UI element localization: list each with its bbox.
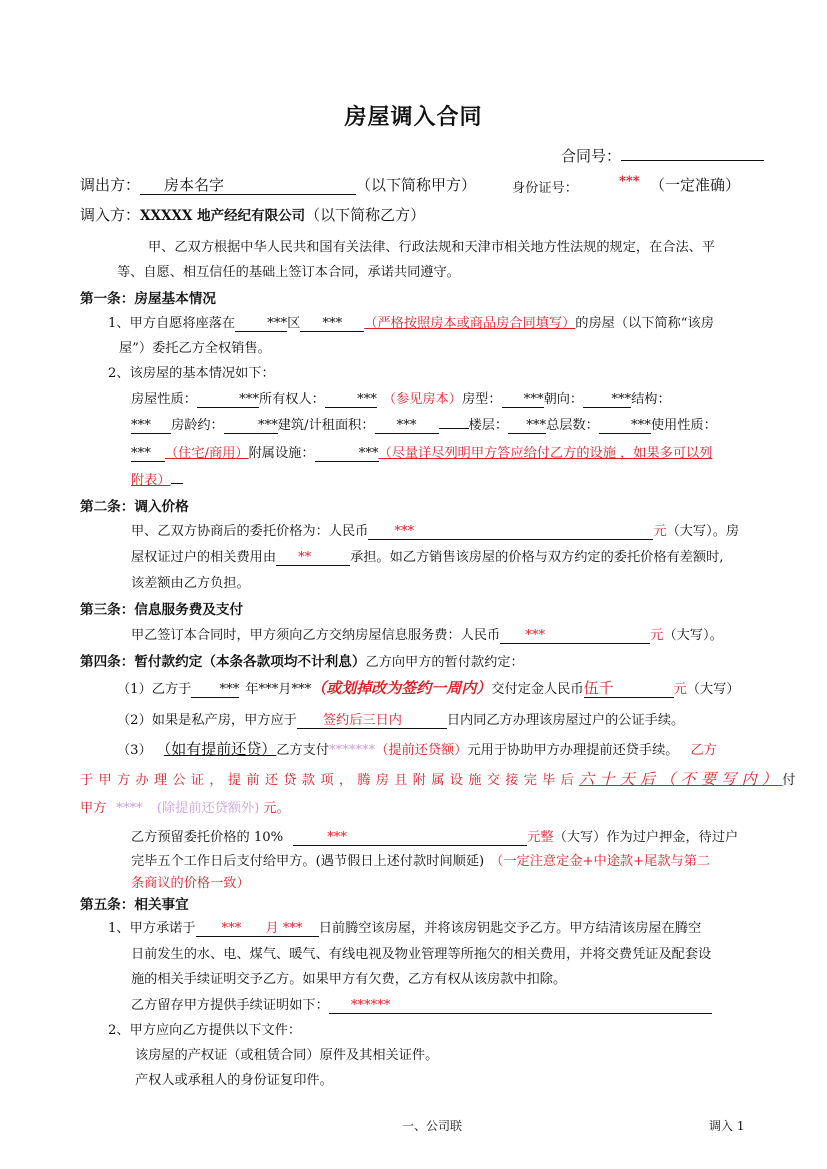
- art1-para1: 1、甲方自愿将座落在 ***区 *** （严格按照房本或商品房合同填写）的房屋（以下简称“该房: [108, 316, 714, 331]
- party-a-id-value[interactable]: ***: [619, 174, 640, 189]
- contract-number-label: 合同号：: [561, 147, 622, 165]
- art1-para2: 2、该房屋的基本情况如下：: [108, 366, 275, 381]
- documents-kept-field[interactable]: ******: [329, 999, 712, 1014]
- art4-item3-line3: 甲方 **** (除提前还贷额外) 元。: [80, 801, 290, 816]
- party-a-id-label: 身份证号：: [512, 181, 578, 196]
- party-b-suffix: （以下简称乙方）: [305, 206, 426, 224]
- payment-timing-note: 六十天后（不要写内）: [579, 770, 783, 788]
- deposit-year-field[interactable]: ***: [191, 683, 239, 698]
- remaining-note: (除提前还贷额外): [156, 801, 260, 816]
- price-consistency-note-line2: 条商议的价格一致）: [131, 876, 250, 891]
- article-4-heading: 第四条：暂付款约定（本条各款项均不计利息）: [80, 654, 366, 670]
- address-note: （严格按照房本或商品房合同填写）: [364, 316, 576, 331]
- escrow-field[interactable]: ***: [293, 831, 527, 846]
- house-info-row-3: *** （住宅/商用）附属设施： ***（尽量详尽列明甲方答应给付乙方的设施 ，如果多可以列: [131, 446, 713, 461]
- early-repay-paren: （提前还贷额）: [375, 743, 468, 758]
- remaining-stars[interactable]: ****: [116, 801, 143, 816]
- article-4-heading-line: 第四条：暂付款约定（本条各款项均不计利息）乙方向甲方的暂付款约定：: [80, 654, 524, 670]
- price-consistency-note: （一定注意定金+中途款+尾款与第二: [490, 854, 711, 869]
- article-5-heading: 第五条：相关事宜: [80, 897, 189, 913]
- service-fee-tail: 元（大写）。: [650, 628, 723, 643]
- service-fee-field[interactable]: ***: [500, 629, 650, 644]
- party-b-line: [80, 204, 425, 225]
- page-title: 房屋调入合同: [344, 104, 483, 130]
- art5-para1-line4: 乙方留存甲方提供手续证明如下： ******: [131, 994, 712, 1014]
- art5-doc-1: 该房屋的产权证（或租赁合同）原件及其相关证件。: [135, 1048, 439, 1063]
- party-a-id-note: （一定准确）: [650, 176, 741, 194]
- art5-para2: 2、甲方应向乙方提供以下文件：: [108, 1023, 302, 1038]
- art5-para1-line2: 日前发生的水、电、煤气、暖气、有线电视及物业管理等所拖欠的相关费用，并将交费凭证及配套设: [131, 947, 712, 962]
- age-field[interactable]: ***: [224, 419, 278, 434]
- facilities-field[interactable]: ***: [315, 447, 379, 462]
- house-info-row-2: *** 房龄约： ***建筑/计租面积： *** 楼层： ***总层数： ***使用性质：: [131, 418, 717, 433]
- district-field[interactable]: ***: [235, 317, 287, 332]
- house-info-row-1: 房屋性质： ***所有权人： *** （参见房本）房型： ***朝向： ***结构：: [131, 392, 671, 407]
- art4-item2: （2）如果是私产房，甲方应于 签约后三日内 日内同乙方办理该房屋过户的公证手续。: [117, 713, 685, 728]
- entrust-price-field[interactable]: ***: [368, 525, 653, 540]
- type-field[interactable]: ***: [502, 393, 544, 408]
- escrow-tail: 元整（大写）作为过户押金，待过户: [527, 830, 739, 845]
- footer-copy-label: 一、公司联: [402, 1119, 463, 1133]
- deposit-amount-field[interactable]: 伍千: [584, 681, 674, 698]
- deposit-date-note: （或划掉改为签约一周内）: [311, 679, 492, 697]
- structure-field[interactable]: ***: [131, 419, 171, 434]
- vacate-month-field[interactable]: ***: [196, 922, 266, 937]
- party-b-name: XXXXX 地产经纪有限公司: [140, 208, 306, 224]
- use-field[interactable]: ***: [131, 447, 165, 462]
- nature-field[interactable]: ***: [197, 393, 259, 408]
- contract-number-blank[interactable]: [621, 146, 764, 161]
- notary-deadline-field[interactable]: 签约后三日内: [297, 714, 447, 729]
- use-note: （住宅/商用）: [165, 446, 249, 461]
- footer-page-label: 调入 1: [709, 1119, 745, 1133]
- early-repay-note: （如有提前还贷）: [163, 740, 277, 758]
- party-a-line: [80, 174, 476, 195]
- party-a-label: 调出方：: [80, 176, 141, 194]
- party-a-name[interactable]: 房本名字: [140, 178, 356, 195]
- art2-line1: 甲、乙双方协商后的委托价格为：人民币 *** 元（大写）。房: [131, 524, 740, 539]
- art4-item3: （3） （如有提前还贷）乙方支付*******（提前还贷额）元用于协助甲方办理提前还贷手续。 乙方: [117, 740, 717, 758]
- article-1-heading: 第一条：房屋基本情况: [80, 291, 216, 307]
- intro-line-2: 等、自愿、相互信任的基础上签订本合同，承诺共同遵守。: [117, 265, 460, 280]
- party-b-label: 调入方：: [80, 206, 141, 224]
- art5-para1-line3: 施的相关手续证明交予乙方。如果甲方有欠费，乙方有权从该房款中扣除。: [131, 972, 567, 987]
- facilities-note: （尽量详尽列明甲方答应给付乙方的设施 ，如果多可以列: [378, 446, 713, 461]
- art5-doc-2: 产权人或承租人的身份证复印件。: [135, 1073, 333, 1088]
- art2-line3: 该差额由乙方负担。: [131, 576, 250, 591]
- art5-para1: 1、甲方承诺于 *** 月 *** 日前腾空该房屋，并将该房钥匙交予乙方。甲方结清该房屋在腾空: [108, 921, 702, 936]
- art2-line2: 屋权证过户的相关费用由 ** 承担。如乙方销售该房屋的价格与双方约定的委托价格有差额时,: [131, 550, 724, 565]
- floor-field[interactable]: ***: [508, 419, 546, 434]
- fee-bearer-field[interactable]: **: [276, 551, 350, 566]
- area-field[interactable]: ***: [375, 419, 439, 434]
- article-3-heading: 第三条：信息服务费及支付: [80, 602, 244, 618]
- art4-item1: （1）乙方于 *** 年***月***（或划掉改为签约一周内）交付定金人民币伍千 元（大写）: [117, 679, 740, 697]
- owner-note: （参见房本）: [382, 392, 462, 407]
- art3-line1: 甲乙签订本合同时，甲方须向乙方交纳房屋信息服务费：人民币 *** 元（大写）。: [131, 628, 723, 643]
- party-a-suffix: （以下简称甲方）: [356, 176, 477, 194]
- address-field[interactable]: ***: [300, 317, 364, 332]
- art4-item4: 乙方预留委托价格的 10% *** 元整（大写）作为过户押金，待过户: [131, 830, 739, 845]
- vacate-day-field[interactable]: ***: [279, 922, 319, 937]
- art4-item4-line2: 完毕五个工作日后支付给甲方。(遇节假日上述付款时间顺延) （一定注意定金+中途款+尾款与第二: [131, 854, 711, 869]
- art4-item3-line2: 于甲方办理公证，提前还贷款项，腾房且附属设施交接完毕后六十天后（不要写内）付: [80, 770, 801, 788]
- facilities-note-line2: 附表）: [131, 469, 183, 488]
- owner-field[interactable]: ***: [325, 393, 377, 408]
- intro-line-1: 甲、乙双方根据中华人民共和国有关法律、行政法规和天津市相关地方性法规的规定，在合法、平: [148, 240, 716, 255]
- art1-para1-line2: 屋”）委托乙方全权销售。: [119, 341, 271, 356]
- vacate-month-unit: 月: [265, 921, 279, 936]
- deposit-tail: 元（大写）: [673, 682, 740, 697]
- contract-number-line: [561, 145, 764, 166]
- total-floors-field[interactable]: ***: [599, 419, 651, 434]
- orientation-field[interactable]: ***: [583, 393, 631, 408]
- entrust-price-tail: 元（大写）。房: [653, 524, 740, 539]
- early-repay-stars[interactable]: *******: [329, 743, 376, 758]
- article-2-heading: 第二条：调入价格: [80, 499, 189, 515]
